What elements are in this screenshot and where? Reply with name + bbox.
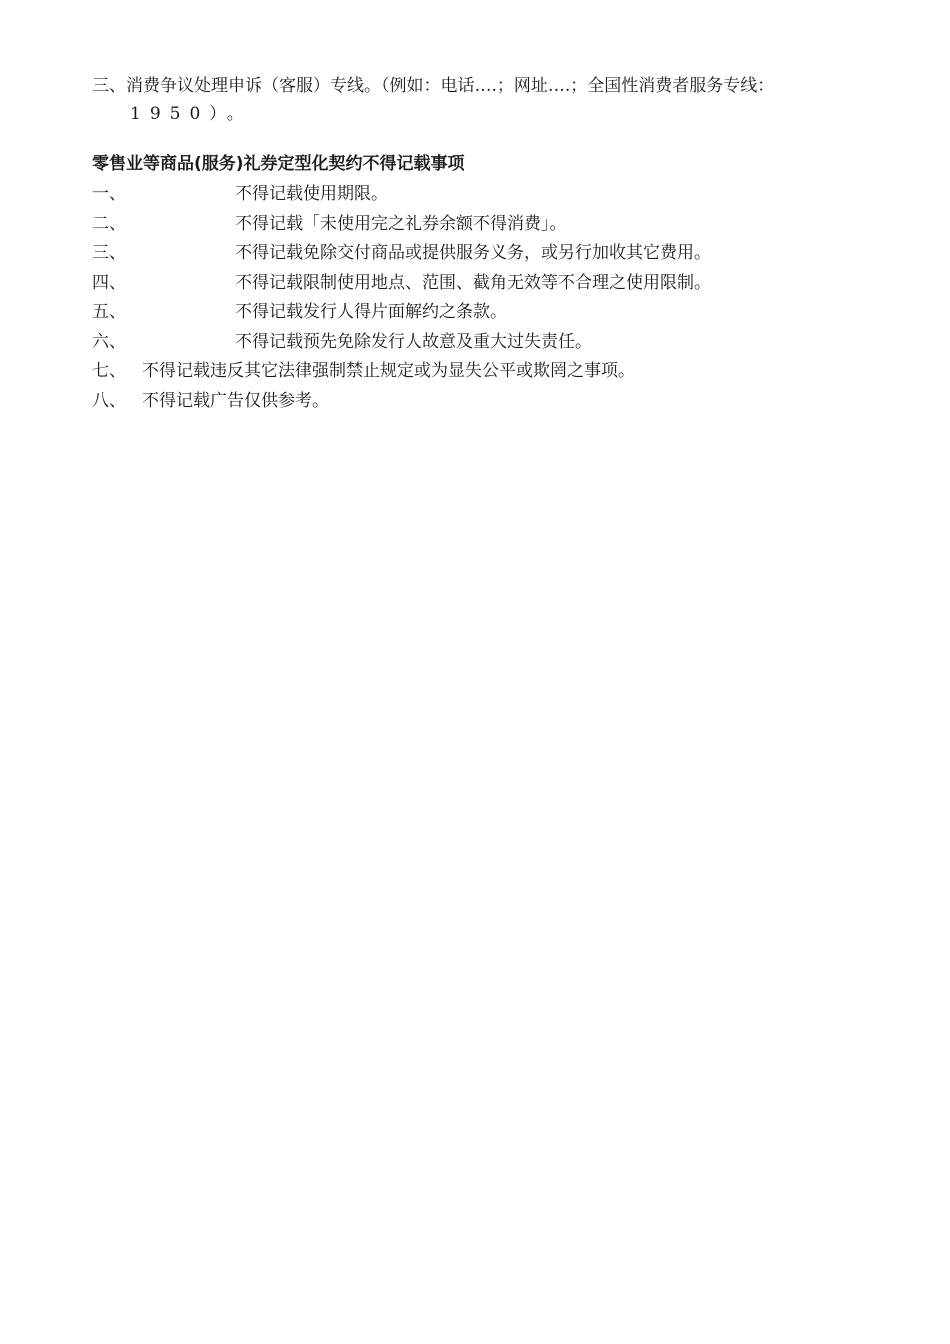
item-text: 不得记载免除交付商品或提供服务义务，或另行加收其它费用。	[235, 243, 711, 263]
list-item	[92, 210, 892, 240]
item-text: 不得记载预先免除发行人故意及重大过失责任。	[235, 331, 592, 352]
intro-paragraph	[92, 72, 872, 128]
item-number: 七、	[92, 361, 126, 381]
item-number: 六、	[92, 331, 126, 352]
list-item	[92, 239, 892, 269]
section-title: 零售业等商品(服务)礼券定型化契约不得记载事项	[92, 154, 465, 174]
intro-line-2: 1950）。	[130, 104, 253, 124]
list-item	[92, 357, 892, 387]
item-text: 不得记载限制使用地点、范围、截角无效等不合理之使用限制。	[235, 272, 711, 293]
item-number: 二、	[92, 213, 126, 234]
item-text: 不得记载「未使用完之礼券余额不得消费」。	[235, 213, 567, 234]
list-item	[92, 269, 892, 299]
item-text: 不得记载使用期限。	[235, 184, 388, 204]
item-number: 四、	[92, 272, 126, 293]
item-text: 不得记载违反其它法律强制禁止规定或为显失公平或欺罔之事项。	[142, 361, 635, 381]
item-text: 不得记载广告仅供参考。	[142, 390, 329, 411]
list-item	[92, 180, 892, 210]
item-number: 一、	[92, 184, 126, 204]
list-item	[92, 328, 892, 358]
item-text: 不得记载发行人得片面解约之条款。	[235, 302, 507, 322]
intro-line-1: 三、消费争议处理申诉（客服）专线。（例如：电话….；网址….；全国性消费者服务专线：	[92, 76, 775, 96]
list-item	[92, 298, 892, 328]
prohibited-items-list	[92, 180, 892, 416]
item-number: 八、	[92, 390, 126, 411]
list-item	[92, 387, 892, 417]
item-number: 三、	[92, 243, 126, 263]
item-number: 五、	[92, 302, 126, 322]
